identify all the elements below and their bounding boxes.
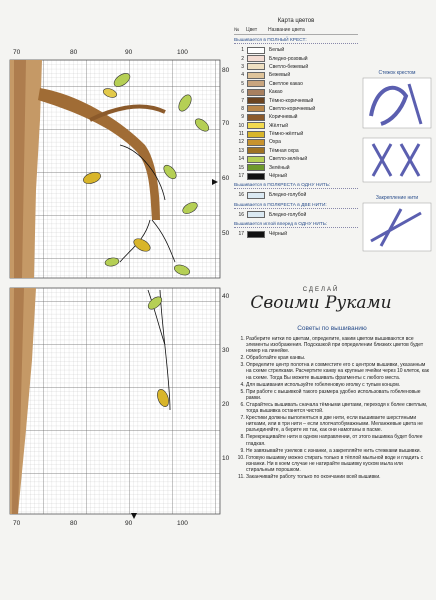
tip-item: 10. Готовую вышивку можно стирать только в тёплой мыльной воде и гладить с изнанки. Ни в коем случае не натирайте вышивку куском мыла или стиральным порошком. (246, 455, 432, 473)
tip-item: 7. Крестики должны выполняться в две нити, если вышиваете шерстяными нитками, или в три нити – если хлопчатобумажными. Меланжевые цвета не разъединяйте, а берите их так, как они намотаны в пасме. (246, 415, 432, 433)
color-number: 8 (241, 105, 244, 112)
color-name: Белый (269, 47, 285, 54)
tip-item: 9. Не завязывайте узелков с изнанки, а закрепляйте нить стежками вышивки. (246, 448, 432, 454)
brand-logo (236, 287, 406, 327)
top-axis-label: 80 (70, 49, 78, 56)
color-swatch (247, 231, 265, 238)
key-row (234, 230, 358, 238)
key-row (234, 191, 358, 199)
color-number: 13 (238, 147, 244, 154)
bottom-axis-label: 80 (70, 520, 78, 527)
right-axis-label: 30 (222, 347, 230, 354)
tips-title: Советы по вышиванию (297, 325, 367, 332)
key-col-name: Название цвета (268, 27, 305, 33)
color-name: Светло-коричневый (269, 105, 316, 112)
key-section-half-one: Вышивается в ПОЛКРЕСТА в ОДНУ НИТЬ: (234, 183, 358, 189)
logo-top-text: СДЕЛАЙ (302, 287, 340, 293)
color-swatch (247, 63, 265, 70)
half-cross-one-rows (234, 191, 358, 199)
color-number: 9 (241, 114, 244, 121)
top-axis-label: 100 (177, 49, 188, 56)
color-number: 6 (241, 89, 244, 96)
backstitch-rows (234, 230, 358, 238)
color-name: Какао (269, 89, 283, 96)
color-swatch (247, 105, 265, 112)
right-axis-label: 80 (222, 67, 230, 74)
bottom-axis-label: 70 (13, 520, 21, 527)
color-swatch (247, 122, 265, 129)
color-number: 16 (238, 192, 244, 199)
tip-item: 1. Разберите нитки по цветам, определите, каким цветом вышиваются все элементы изображения. Подсказкой при определении близких цветов будет номер на линейке. (246, 336, 432, 354)
center-arrow-icon (131, 513, 137, 519)
right-axis-label: 60 (222, 175, 230, 182)
color-swatch (247, 192, 265, 199)
key-row (234, 113, 358, 121)
right-axis-label: 20 (222, 401, 230, 408)
color-swatch (247, 55, 265, 62)
color-swatch (247, 156, 265, 163)
key-title: Карта цветов (277, 18, 315, 24)
color-swatch (247, 139, 265, 146)
color-name: Чёрный (269, 173, 288, 180)
color-name: Чёрный (269, 231, 288, 238)
color-name: Тёмная охра (269, 147, 299, 154)
key-row (234, 80, 358, 88)
key-row (234, 155, 358, 163)
embroidery-tips (232, 325, 432, 481)
color-number: 10 (238, 122, 244, 129)
color-swatch (247, 164, 265, 171)
tip-item: 5. При работе с вышивкой такого размера удобно использовать гобеленовые рамки. (246, 389, 432, 401)
right-axis-label: 10 (222, 455, 230, 462)
color-number: 16 (238, 211, 244, 218)
color-name: Бледно-голубой (269, 211, 307, 218)
color-swatch (247, 173, 265, 180)
color-name: Бежевый (269, 72, 291, 79)
color-swatch (247, 131, 265, 138)
key-row (234, 105, 358, 113)
key-header (234, 27, 358, 35)
key-row (234, 138, 358, 146)
cross-stitch-label: Стежок крестом (378, 70, 416, 76)
color-name: Бледно-розовый (269, 55, 308, 62)
color-name: Бледно-голубой (269, 192, 307, 199)
color-swatch (247, 47, 265, 54)
key-row (234, 96, 358, 104)
bottom-axis-label: 90 (125, 520, 133, 527)
color-swatch (247, 89, 265, 96)
key-row (234, 122, 358, 130)
color-name: Охра (269, 139, 281, 146)
color-name: Коричневый (269, 114, 298, 121)
key-col-number: № (234, 27, 240, 33)
key-row (234, 172, 358, 180)
color-number: 1 (241, 47, 244, 54)
half-cross-two-rows (234, 211, 358, 219)
key-row (234, 147, 358, 155)
color-number: 2 (241, 55, 244, 62)
color-number: 11 (238, 131, 244, 138)
color-swatch (247, 97, 265, 104)
color-name: Светлое какао (269, 80, 303, 87)
color-name: Тёмно-коричневый (269, 97, 314, 104)
key-row (234, 163, 358, 171)
color-number: 17 (238, 231, 244, 238)
tip-item: 3. Определите центр полотна и совместите его с центром вышивки, указанным на схеме стрелками. Расчертите канву на крупные ячейки через 10 клеток, как на схеме. Тогда Вы можете вышивать фрагменты с любого места. (246, 362, 432, 380)
color-number: 17 (238, 173, 244, 180)
color-number: 4 (241, 72, 244, 79)
thread-fixing-diagram-icon (361, 201, 433, 253)
key-row (234, 63, 358, 71)
cross-stitch-diagram-icon (361, 76, 433, 131)
top-axis-label: 70 (13, 49, 21, 56)
tip-item: 8. Перекрещивайте нити в одном направлении, от этого вышивка будет более гладкая. (246, 434, 432, 446)
color-name: Светло-бежевый (269, 63, 309, 70)
color-number: 5 (241, 80, 244, 87)
key-col-color: Цвет (246, 27, 258, 33)
bottom-axis-label: 100 (177, 520, 188, 527)
color-key (234, 18, 358, 238)
color-number: 15 (238, 164, 244, 171)
key-section-backstitch: Вышивается иглой вперед в ОДНУ НИТЬ: (234, 222, 358, 228)
color-swatch (247, 72, 265, 79)
color-name: Зелёный (269, 164, 290, 171)
tip-item: 2. Обработайте края канвы. (246, 355, 432, 361)
stitch-diagrams (361, 70, 433, 258)
color-swatch (247, 147, 265, 154)
color-swatch (247, 211, 265, 218)
key-row (234, 71, 358, 79)
cross-stitch-detail-icon (361, 136, 433, 184)
color-name: Жёлтый (269, 122, 288, 129)
color-swatch (247, 114, 265, 121)
key-row (234, 54, 358, 62)
color-number: 7 (241, 97, 244, 104)
color-name: Светло-зелёный (269, 156, 308, 163)
right-axis-label: 40 (222, 293, 230, 300)
color-number: 14 (238, 156, 244, 163)
color-swatch (247, 80, 265, 87)
key-section-full-cross: Вышивается в ПОЛНЫЙ КРЕСТ: (234, 38, 358, 44)
logo-script-text: Своими Руками (250, 293, 392, 313)
tip-item: 11. Заканчивайте работу только по окончании всей вышивки. (246, 474, 432, 480)
tip-item: 4. Для вышивания используйте гобеленовую иголку с тупым концом. (246, 382, 432, 388)
key-section-half-two: Вышивается в ПОЛКРЕСТА в ДВЕ НИТИ: (234, 203, 358, 209)
key-row (234, 130, 358, 138)
tips-list (232, 336, 432, 480)
color-number: 12 (238, 139, 244, 146)
full-cross-rows (234, 46, 358, 180)
key-row (234, 88, 358, 96)
key-row (234, 211, 358, 219)
color-number: 3 (241, 63, 244, 70)
key-row (234, 46, 358, 54)
thread-fixing-label: Закрепление нити (375, 195, 419, 201)
tip-item: 6. Старайтесь вышивать сначала тёмными цветами, переходя к более светлым, тогда вышивка останется чистой. (246, 402, 432, 414)
right-axis-label: 50 (222, 230, 230, 237)
top-axis-label: 90 (125, 49, 133, 56)
color-name: Тёмно-жёлтый (269, 131, 304, 138)
right-axis-label: 70 (222, 120, 230, 127)
